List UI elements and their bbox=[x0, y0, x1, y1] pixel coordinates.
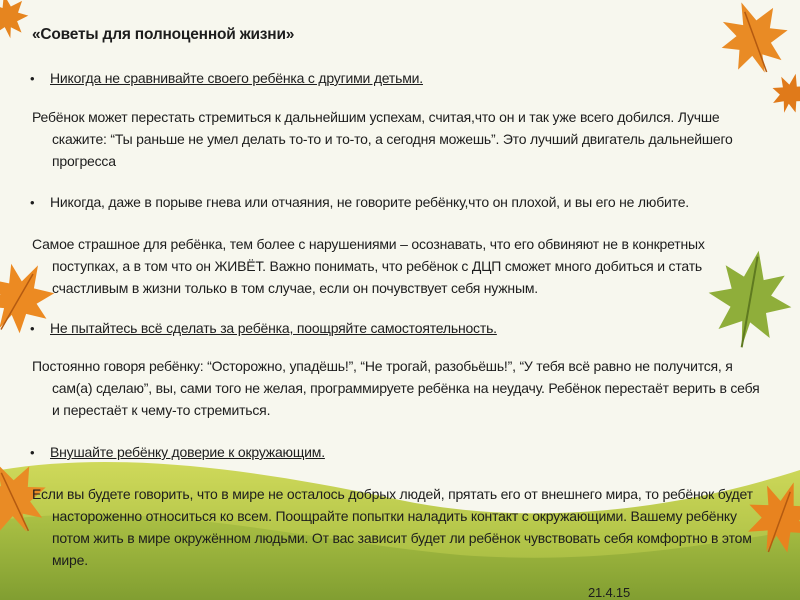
bullet-marker: • bbox=[30, 321, 35, 336]
tip-heading-text: Не пытайтесь всё сделать за ребёнка, поощряйте самостоятельность. bbox=[50, 320, 497, 336]
tip-heading bbox=[30, 194, 689, 210]
bullet-marker: • bbox=[30, 445, 35, 460]
tip-heading-text: Никогда не сравнивайте своего ребёнка с другими детьми. bbox=[50, 70, 423, 86]
tip-heading bbox=[30, 444, 325, 460]
tip-paragraph: Ребёнок может перестать стремиться к дальнейшим успехам, считая,что он и так уже всего добился. Лучше скажите: “Ты раньше не умел делать то-то и то-то, а сегодня можешь”. Это лучший двигатель дальнейшего прогресса bbox=[32, 109, 733, 169]
tip-paragraph: Самое страшное для ребёнка, тем более с нарушениями – осознавать, что его обвиняют не в конкретных поступках, а в том что он ЖИВЁТ. Важно понимать, что ребёнок с ДЦП сможет много добиться и стать счастливым в жизни только в том случае, если он почувствует себя нужным. bbox=[32, 236, 705, 296]
tip-paragraph: Постоянно говоря ребёнку: “Осторожно, упадёшь!”, “Не трогай, разобьёшь!”, “У тебя всё равно не получится, я сам(а) сделаю”, вы, сами того не желая, программируете ребёнка на неудачу. Ребёнок перестаёт верить в себя и перестаёт к чему-то стремиться. bbox=[32, 358, 760, 418]
tip-heading bbox=[30, 70, 423, 86]
bullet-marker: • bbox=[30, 195, 35, 210]
tip-heading-text: Внушайте ребёнку доверие к окружающим. bbox=[50, 444, 325, 460]
tip-heading bbox=[30, 320, 497, 336]
tip-heading-text: Никогда, даже в порыве гнева или отчаяния, не говорите ребёнку,что он плохой, и вы его не любите. bbox=[50, 194, 689, 210]
slide-title: «Советы для полноценной жизни» bbox=[32, 26, 295, 43]
tip-paragraph: Если вы будете говорить, что в мире не осталось добрых людей, прятать его от внешнего мира, то ребёнок будет настороженно относиться ко всем. Поощрайте попытки наладить контакт с окружающими. Вашему ребёнку потом жить в мире окружённом людьми. От вас зависит будет ли ребёнок чувствовать себя комфортно в этом мире. bbox=[32, 486, 753, 568]
slide-date: 21.4.15 bbox=[588, 585, 630, 600]
bullet-marker: • bbox=[30, 71, 35, 86]
